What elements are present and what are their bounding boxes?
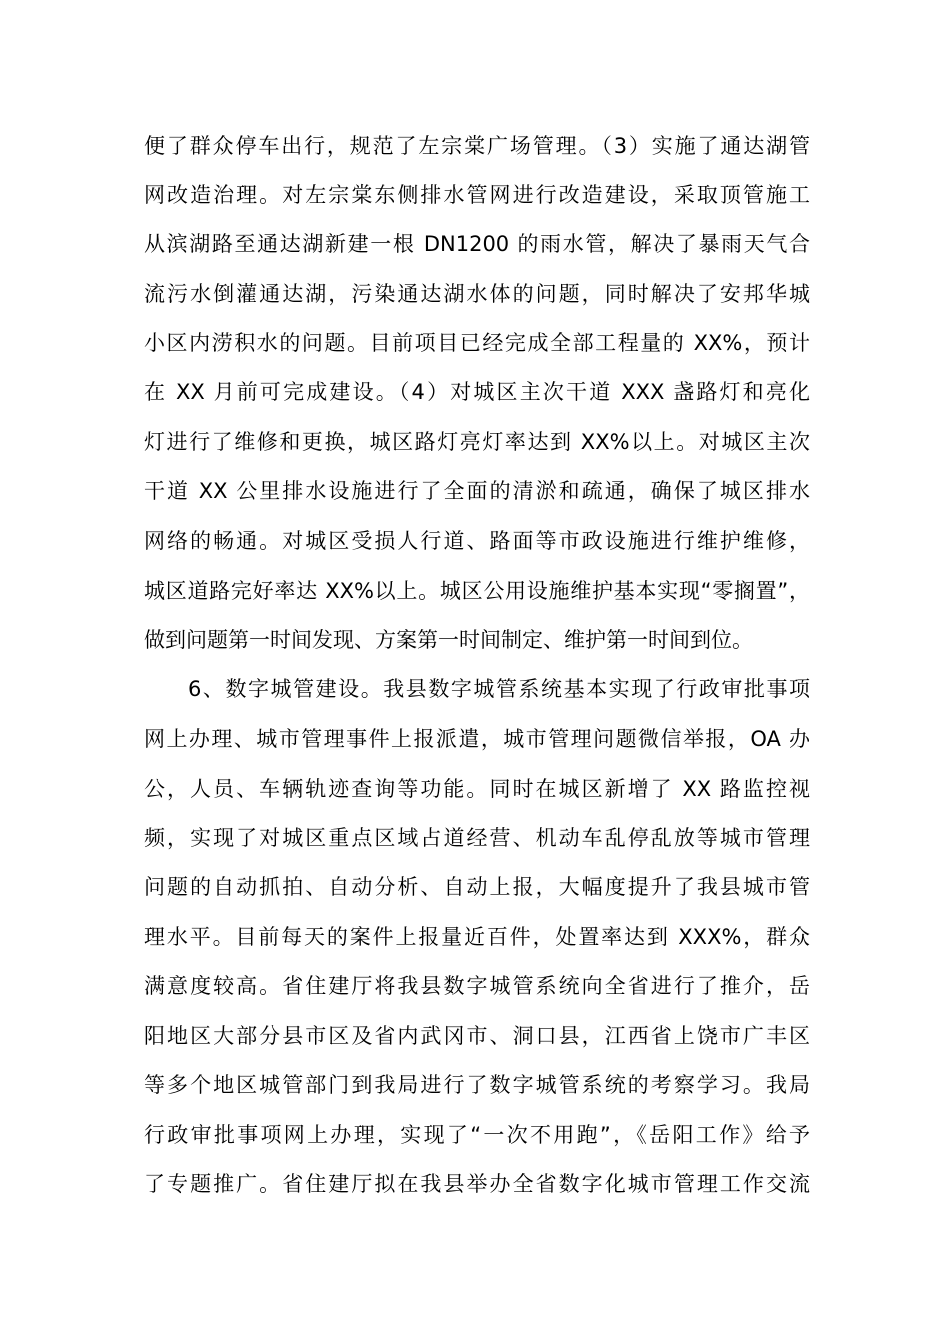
text-line: 在 XX 月前可完成建设。（4）对城区主次干道 XXX 盏路灯和亮化 [144,380,810,404]
text-line: 城区道路完好率达 XX%以上。城区公用设施维护基本实现“零搁置”， [144,579,810,603]
text-line: 理水平。目前每天的案件上报量近百件，处置率达到 XXX%，群众 [144,925,810,949]
text-line: 网络的畅通。对城区受损人行道、路面等市政设施进行维护维修， [144,529,810,553]
text-line: 流污水倒灌通达湖，污染通达湖水体的问题，同时解决了安邦华城 [144,282,810,306]
text-line: 频，实现了对城区重点区域占道经营、机动车乱停乱放等城市管理 [144,826,810,850]
text-line: 网改造治理。对左宗棠东侧排水管网进行改造建设，采取顶管施工 [144,183,810,207]
text-line: 灯进行了维修和更换，城区路灯亮灯率达到 XX%以上。对城区主次 [144,430,810,454]
text-line: 干道 XX 公里排水设施进行了全面的清淤和疏通，确保了城区排水 [144,479,810,503]
text-line: 做到问题第一时间发现、方案第一时间制定、维护第一时间到位。 [144,628,753,652]
text-line: 行政审批事项网上办理，实现了“一次不用跑”，《岳阳工作》给予 [144,1123,810,1147]
text-line: 公，人员、车辆轨迹查询等功能。同时在城区新增了 XX 路监控视 [144,777,810,801]
text-line: 满意度较高。省住建厅将我县数字城管系统向全省进行了推介，岳 [144,974,810,998]
text-line: 小区内涝积水的问题。目前项目已经完成全部工程量的 XX%，预计 [144,331,810,355]
text-line: 网上办理、城市管理事件上报派遣，城市管理问题微信举报，OA 办 [144,727,810,751]
text-line: 6、数字城管建设。我县数字城管系统基本实现了行政审批事项 [188,677,810,701]
text-line: 问题的自动抓拍、自动分析、自动上报，大幅度提升了我县城市管 [144,875,810,899]
text-line: 便了群众停车出行，规范了左宗棠广场管理。（3）实施了通达湖管 [144,134,810,158]
text-line: 等多个地区城管部门到我局进行了数字城管系统的考察学习。我局 [144,1073,810,1097]
text-line: 阳地区大部分县市区及省内武冈市、洞口县，江西省上饶市广丰区 [144,1024,810,1048]
text-line: 从滨湖路至通达湖新建一根 DN1200 的雨水管，解决了暴雨天气合 [144,232,810,256]
text-line: 了专题推广。省住建厅拟在我县举办全省数字化城市管理工作交流 [144,1172,810,1196]
